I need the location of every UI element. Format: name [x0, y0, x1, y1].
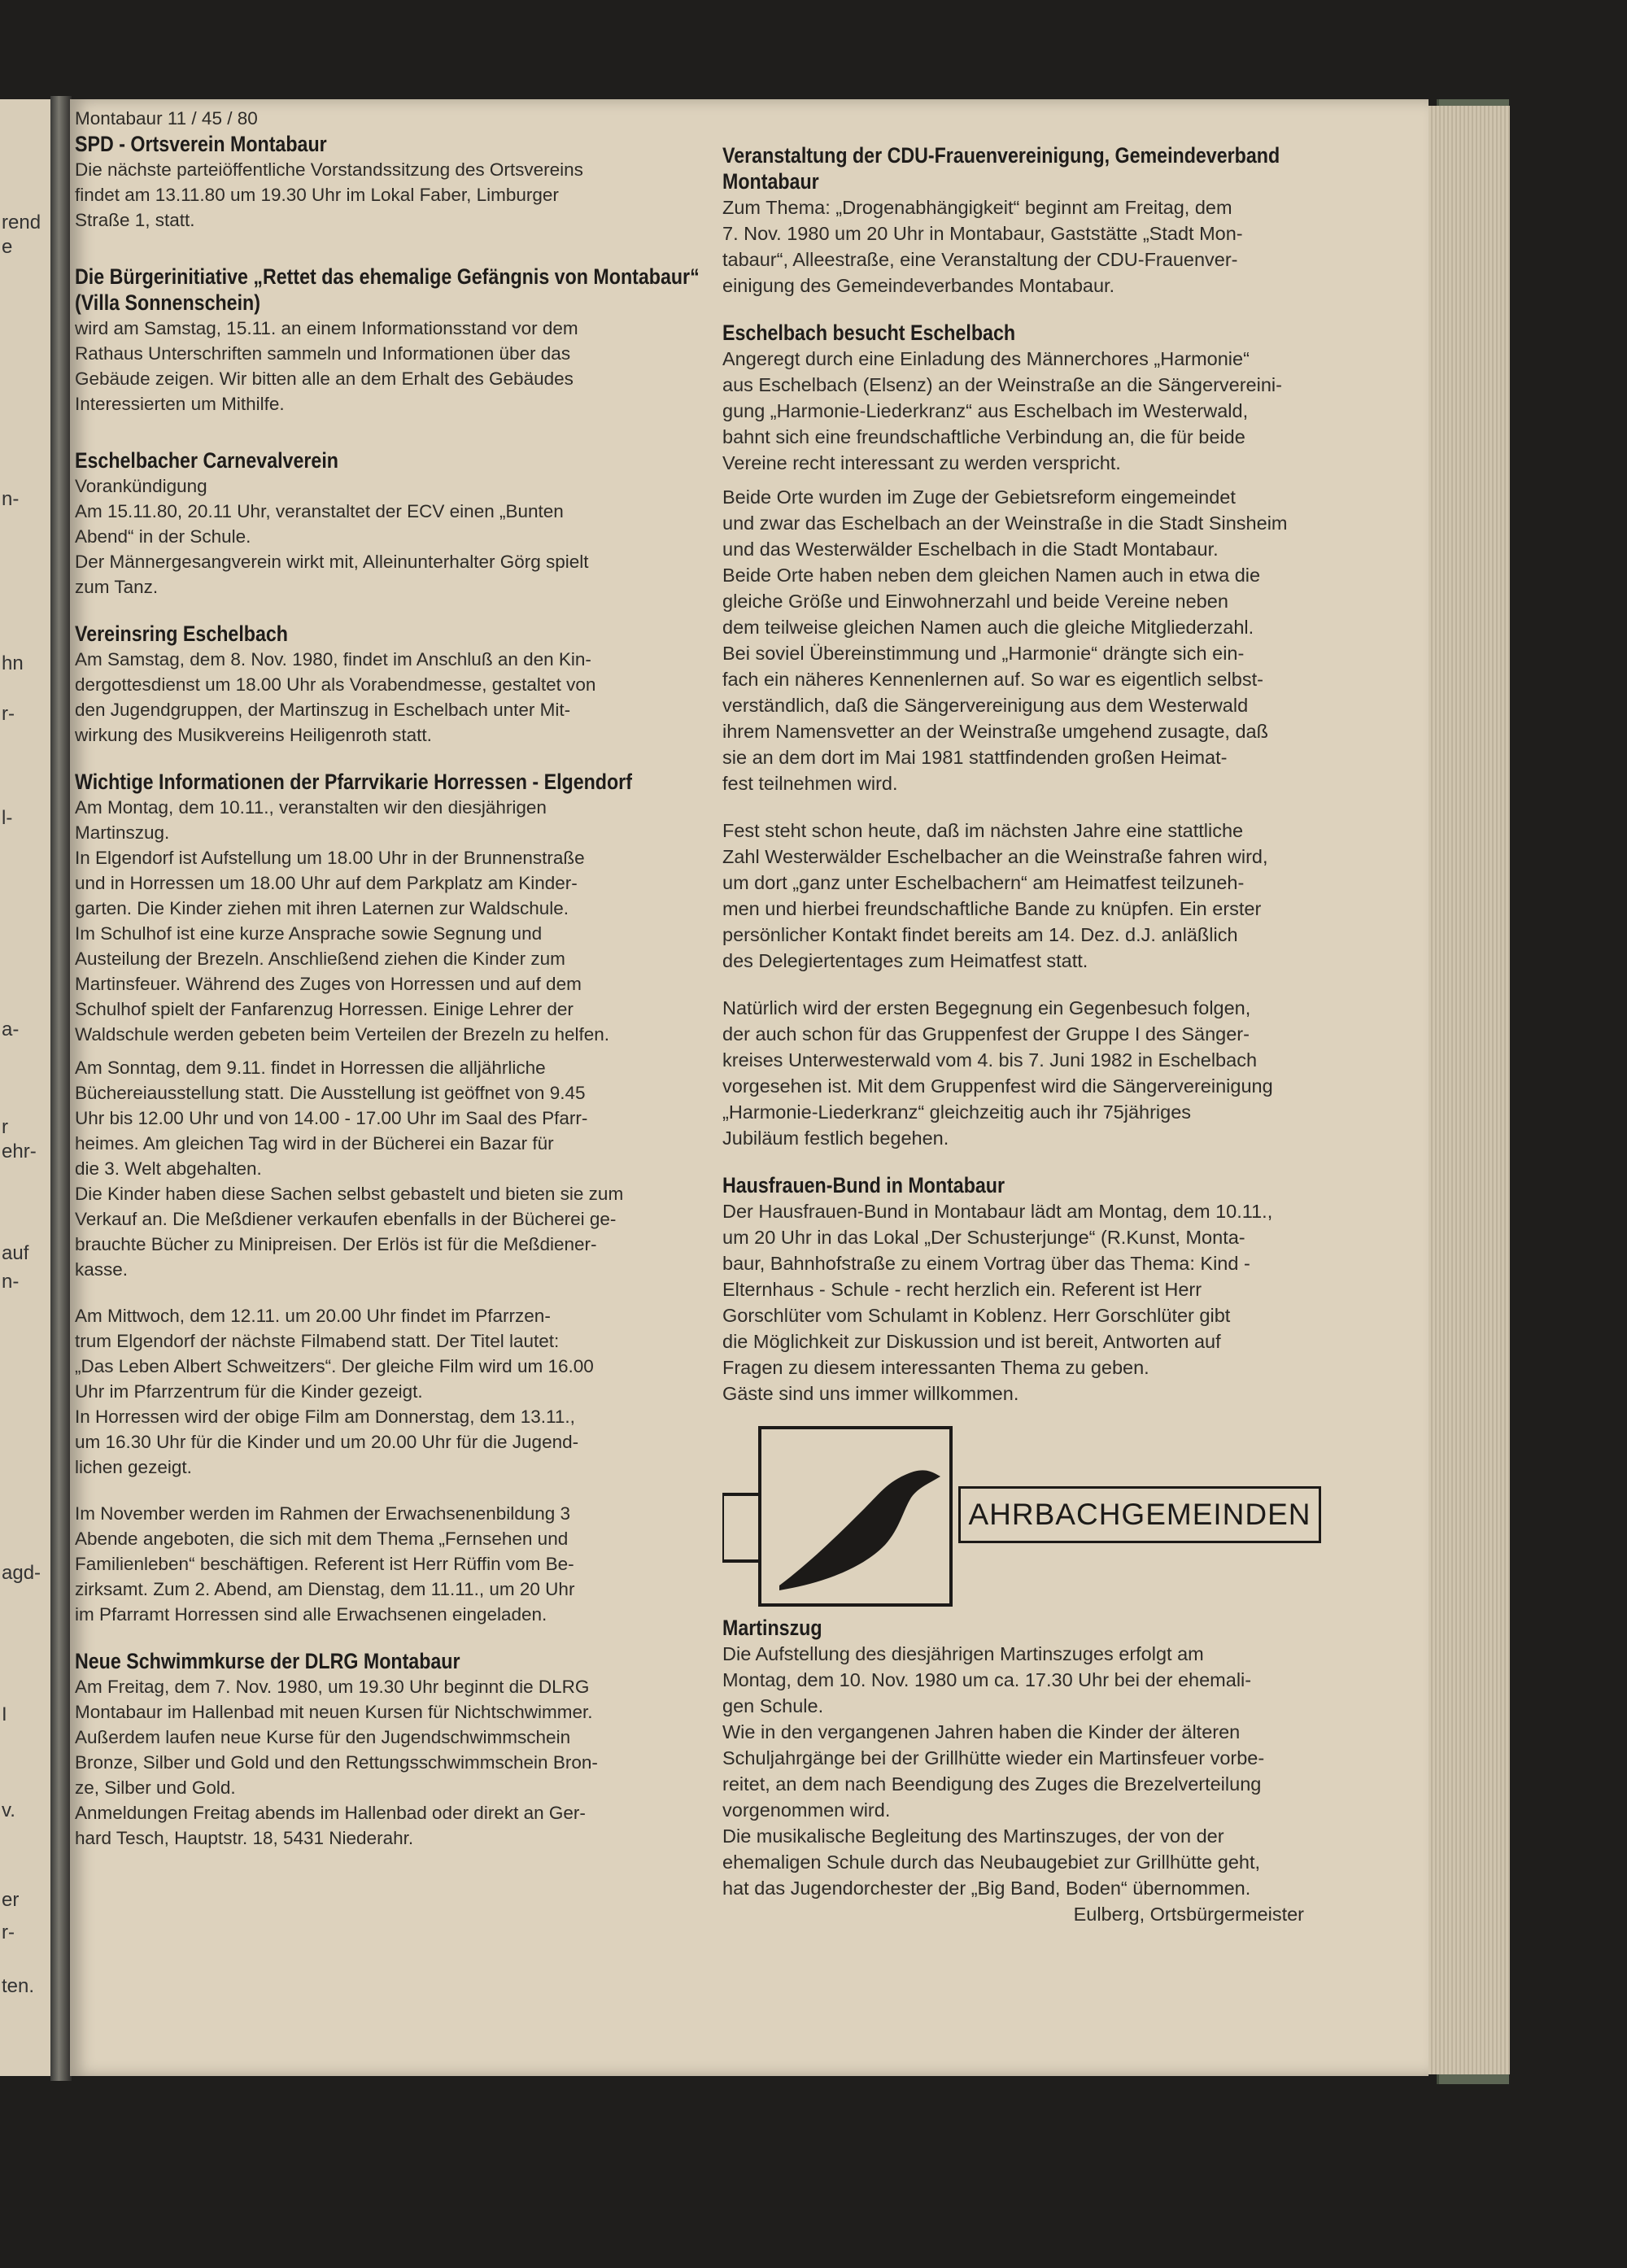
article-title: SPD - Ortsverein Montabaur: [75, 132, 327, 156]
article-text: Am Freitag, dem 7. Nov. 1980, um 19.30 Uhr beginnt die DLRG Montabaur im Hallenbad mit neuen Kursen für Nichtschwimmer. Außerdem laufen neue Kurse für den Jugendschwimmschein Bronze, Silber und Gold und den Rettungsschwimmschein Bron- ze, Silber und Gold. Anmeldungen Freitag abends im Hallenbad oder direkt an Ger- hard Tesch, Hauptstr. 18, 5431 Niederahr.: [75, 1677, 598, 1848]
left-page-fragment: ten.: [2, 1975, 35, 1997]
left-column: [75, 106, 709, 1851]
article-buergerinitiative: [75, 264, 709, 417]
article-text: Der Hausfrauen-Bund in Montabaur lädt am Montag, dem 10.11., um 20 Uhr in das Lokal „Der Schusterjunge“ (R.Kunst, Monta- baur, Bahnhofstraße zu einem Vortrag über das Thema: Kind - Elternhaus - Schule - recht herzlich ein. Referent ist Herr Gorschlüter vom Schulamt in Koblenz. Herr Gorschlüter gibt die Möglichkeit zur Diskussion und ist bereit, Antworten auf Fragen zu diesem interessanten Thema zu geben. Gäste sind uns immer willkommen.: [722, 1201, 1273, 1404]
ahrbachgemeinden-logo: [722, 1423, 1349, 1610]
left-page-fragment: agd-: [2, 1562, 41, 1584]
article-title: Eschelbacher Carnevalverein: [75, 448, 338, 473]
article-text: Am Sonntag, dem 9.11. findet in Horressen die alljährliche Büchereiausstellung statt. Die Ausstellung ist geöffnet von 9.45 Uhr bis 12.00 Uhr und von 14.00 - 17.00 Uhr im Saal des Pfarr- heimes. Am gleichen Tag wird in der Bücherei ein Bazar für die 3. Welt abgehalten. Die Kinder haben diese Sachen selbst gebastelt und bieten sie zum Verkauf an. Die Meßdiener verkaufen ebenfalls in der Bücherei ge- brauchte Bücher zu Minipreisen. Der Erlös ist für die Meßdiener- kasse.: [75, 1058, 624, 1280]
page-header: Montabaur 11 / 45 / 80: [75, 108, 258, 129]
left-page-fragment: n-: [2, 1271, 20, 1293]
article-text: Zum Thema: „Drogenabhängigkeit“ beginnt am Freitag, dem 7. Nov. 1980 um 20 Uhr in Montabaur, Gaststätte „Stadt Mon- tabaur“, Alleestraße, eine Veranstaltung der CDU-Frauenver- einigung des Gemeindeverbandes Montabaur.: [722, 197, 1243, 296]
article-text: Am Samstag, dem 8. Nov. 1980, findet im Anschluß an den Kin- dergottesdienst um 18.00 Uhr als Vorabendmesse, gestaltet von den Jugendgruppen, der Martinszug in Eschelbach unter Mit- wirkung des Musikvereins Heiligenroth statt.: [75, 649, 596, 745]
left-page-fragment: r: [2, 1116, 8, 1138]
article-text: Vorankündigung Am 15.11.80, 20.11 Uhr, veranstaltet der ECV einen „Bunten Abend“ in der Schule. Der Männergesangverein wirkt mit, Alleinunterhalter Görg spielt zum Tanz.: [75, 476, 589, 597]
article-title: Hausfrauen-Bund in Montabaur: [722, 1173, 1005, 1197]
page-stack-edge: [1429, 106, 1510, 2074]
left-page-fragment: v.: [2, 1799, 15, 1821]
article-title: Neue Schwimmkurse der DLRG Montabaur: [75, 1649, 460, 1673]
article-vereinsring: [75, 621, 709, 748]
left-page-fragment: auf: [2, 1242, 29, 1264]
article-dlrg: [75, 1648, 709, 1851]
left-page-fragment: hn: [2, 652, 24, 674]
article-text: Die Aufstellung des diesjährigen Martinszuges erfolgt am Montag, dem 10. Nov. 1980 um ca. 17.30 Uhr bei der ehemali- gen Schule. Wie in den vergangenen Jahren haben die Kinder der älteren Schuljahrgänge bei der Grillhütte wieder ein Martinsfeuer vorbe- reitet, an dem nach Beendigung des Zuges die Brezelverteilung vorgenommen wird. Die musikalische Begleitung des Martinszuges, der von der ehemaligen Schule durch das Neubaugebiet zur Grillhütte geht, hat das Jugendorchester der „Big Band, Boden“ übernommen.: [722, 1643, 1265, 1899]
article-title: Die Bürgerinitiative „Rettet das ehemalige Gefängnis von Montabaur“ (Villa Sonnenschein): [75, 264, 700, 315]
left-page-fragment: l-: [2, 807, 13, 829]
article-title: Wichtige Informationen der Pfarrvikarie Horressen - Elgendorf: [75, 770, 632, 794]
article-carnevalverein: [75, 447, 709, 600]
logo-label: AHRBACHGEMEINDEN: [958, 1486, 1321, 1543]
right-column: [722, 142, 1394, 1927]
article-title: Veranstaltung der CDU-Frauenvereinigung, Gemeindeverband Montabaur: [722, 143, 1280, 194]
left-page-fragment: er: [2, 1889, 20, 1911]
article-text: Beide Orte wurden im Zuge der Gebietsreform eingemeindet und zwar das Eschelbach an der Weinstraße in die Stadt Sinsheim und das Westerwälder Eschelbach in die Stadt Montabaur. Beide Orte haben neben dem gleichen Namen auch in etwa die gleiche Größe und Einwohnerzahl und beide Vereine neben dem teilweise gleichen Namen auch die gleiche Mitgliederzahl. Bei soviel Übereinstimmung und „Harmonie“ drängte sich ein- fach ein näheres Kennenlernen auf. So war es eigentlich selbst- verständlich, daß die Sängervereinigung aus dem Westerwald ihrem Namensvetter an der Weinstraße umgehend zusagte, daß sie an dem dort im Mai 1981 stattfindenden großen Heimat- fest teilnehmen wird.: [722, 486, 1288, 794]
article-text: Natürlich wird der ersten Begegnung ein Gegenbesuch folgen, der auch schon für das Gruppenfest der Gruppe I des Sänger- kreises Unterwesterwald vom 4. bis 7. Juni 1982 in Eschelbach vorgesehen ist. Mit dem Gruppenfest wird die Sängervereinigung „Harmonie-Liederkranz“ gleichzeitig auch ihr 75jähriges Jubiläum festlich begehen.: [722, 997, 1273, 1149]
article-text: Am Mittwoch, dem 12.11. um 20.00 Uhr findet im Pfarrzen- trum Elgendorf der nächste Filmabend statt. Der Titel lautet: „Das Leben Albert Schweitzers“. Der gleiche Film wird um 16.00 Uhr im Pfarrzentrum für die Kinder gezeigt. In Horressen wird der obige Film am Donnerstag, dem 13.11., um 16.30 Uhr für die Kinder und um 20.00 Uhr für die Jugend- lichen gezeigt.: [75, 1306, 594, 1477]
article-hausfrauen: [722, 1172, 1394, 1407]
article-title: Vereinsring Eschelbach: [75, 622, 288, 646]
article-text: Angeregt durch eine Einladung des Männerchores „Harmonie“ aus Eschelbach (Elsenz) an der Weinstraße an die Sängervereini- gung „Harmonie-Liederkranz“ aus Eschelbach im Westerwald, bahnt sich eine freundschaftliche Verbindung an, die für beide Vereine recht interessant zu werden verspricht.: [722, 348, 1282, 473]
left-page-fragment: n-: [2, 488, 20, 510]
article-text: wird am Samstag, 15.11. an einem Informationsstand vor dem Rathaus Unterschriften sammeln und Informationen über das Gebäude zeigen. Wir bitten alle an dem Erhalt des Gebäudes Interessierten um Mithilfe.: [75, 318, 578, 414]
article-title: Eschelbach besucht Eschelbach: [722, 321, 1016, 345]
left-page-fragment: e: [2, 236, 13, 258]
article-martinszug: [722, 1615, 1394, 1927]
left-page-fragment: rend: [2, 212, 41, 233]
article-text: Am Montag, dem 10.11., veranstalten wir den diesjährigen Martinszug. In Elgendorf ist Aufstellung um 18.00 Uhr in der Brunnenstraße und in Horressen um 18.00 Uhr auf dem Parkplatz am Kinder- garten. Die Kinder ziehen mit ihren Laternen zur Waldschule. Im Schulhof ist eine kurze Ansprache sowie Segnung und Austeilung der Brezeln. Anschließend ziehen die Kinder zum Martinsfeuer. Während des Zuges von Horressen und auf dem Schulhof spielt der Fanfarenzug Horressen. Einige Lehrer der Waldschule werden gebeten beim Verteilen der Brezeln zu helfen.: [75, 797, 610, 1045]
left-page-fragment: r-: [2, 1921, 15, 1943]
article-eschelbach: [722, 320, 1394, 1151]
left-page-fragment: a-: [2, 1018, 20, 1040]
article-spd: [75, 131, 709, 233]
left-page-fragment: ehr-: [2, 1141, 37, 1162]
signature: Eulberg, Ortsbürgermeister: [1073, 1904, 1304, 1925]
article-cdu-frauen: [722, 142, 1394, 299]
article-title: Martinszug: [722, 1616, 822, 1640]
article-text: Im November werden im Rahmen der Erwachsenenbildung 3 Abende angeboten, die sich mit dem Thema „Fernsehen und Familienleben“ beschäftigen. Referent ist Herr Rüffin vom Be- zirksamt. Zum 2. Abend, am Dienstag, dem 11.11., um 20 Uhr im Pfarramt Horressen sind alle Erwachsenen eingeladen.: [75, 1503, 575, 1625]
article-text: Fest steht schon heute, daß im nächsten Jahre eine stattliche Zahl Westerwälder Eschelbacher an die Weinstraße fahren wird, um dort „ganz unter Eschelbachern“ am Heimatfest teilzuneh- men und hierbei freundschaftliche Bande zu knüpfen. Ein erster persönlicher Kontakt findet bereits am 14. Dez. d.J. anläßlich des Delegiertentages zum Heimatfest statt.: [722, 820, 1268, 971]
article-pfarrvikarie: [75, 769, 709, 1627]
left-page-fragment: I: [2, 1703, 7, 1725]
article-text: Die nächste parteiöffentliche Vorstandssitzung des Ortsvereins findet am 13.11.80 um 19.30 Uhr im Lokal Faber, Limburger Straße 1, statt.: [75, 159, 583, 230]
left-page-fragment: r-: [2, 703, 15, 725]
book-spine: [50, 96, 72, 2081]
